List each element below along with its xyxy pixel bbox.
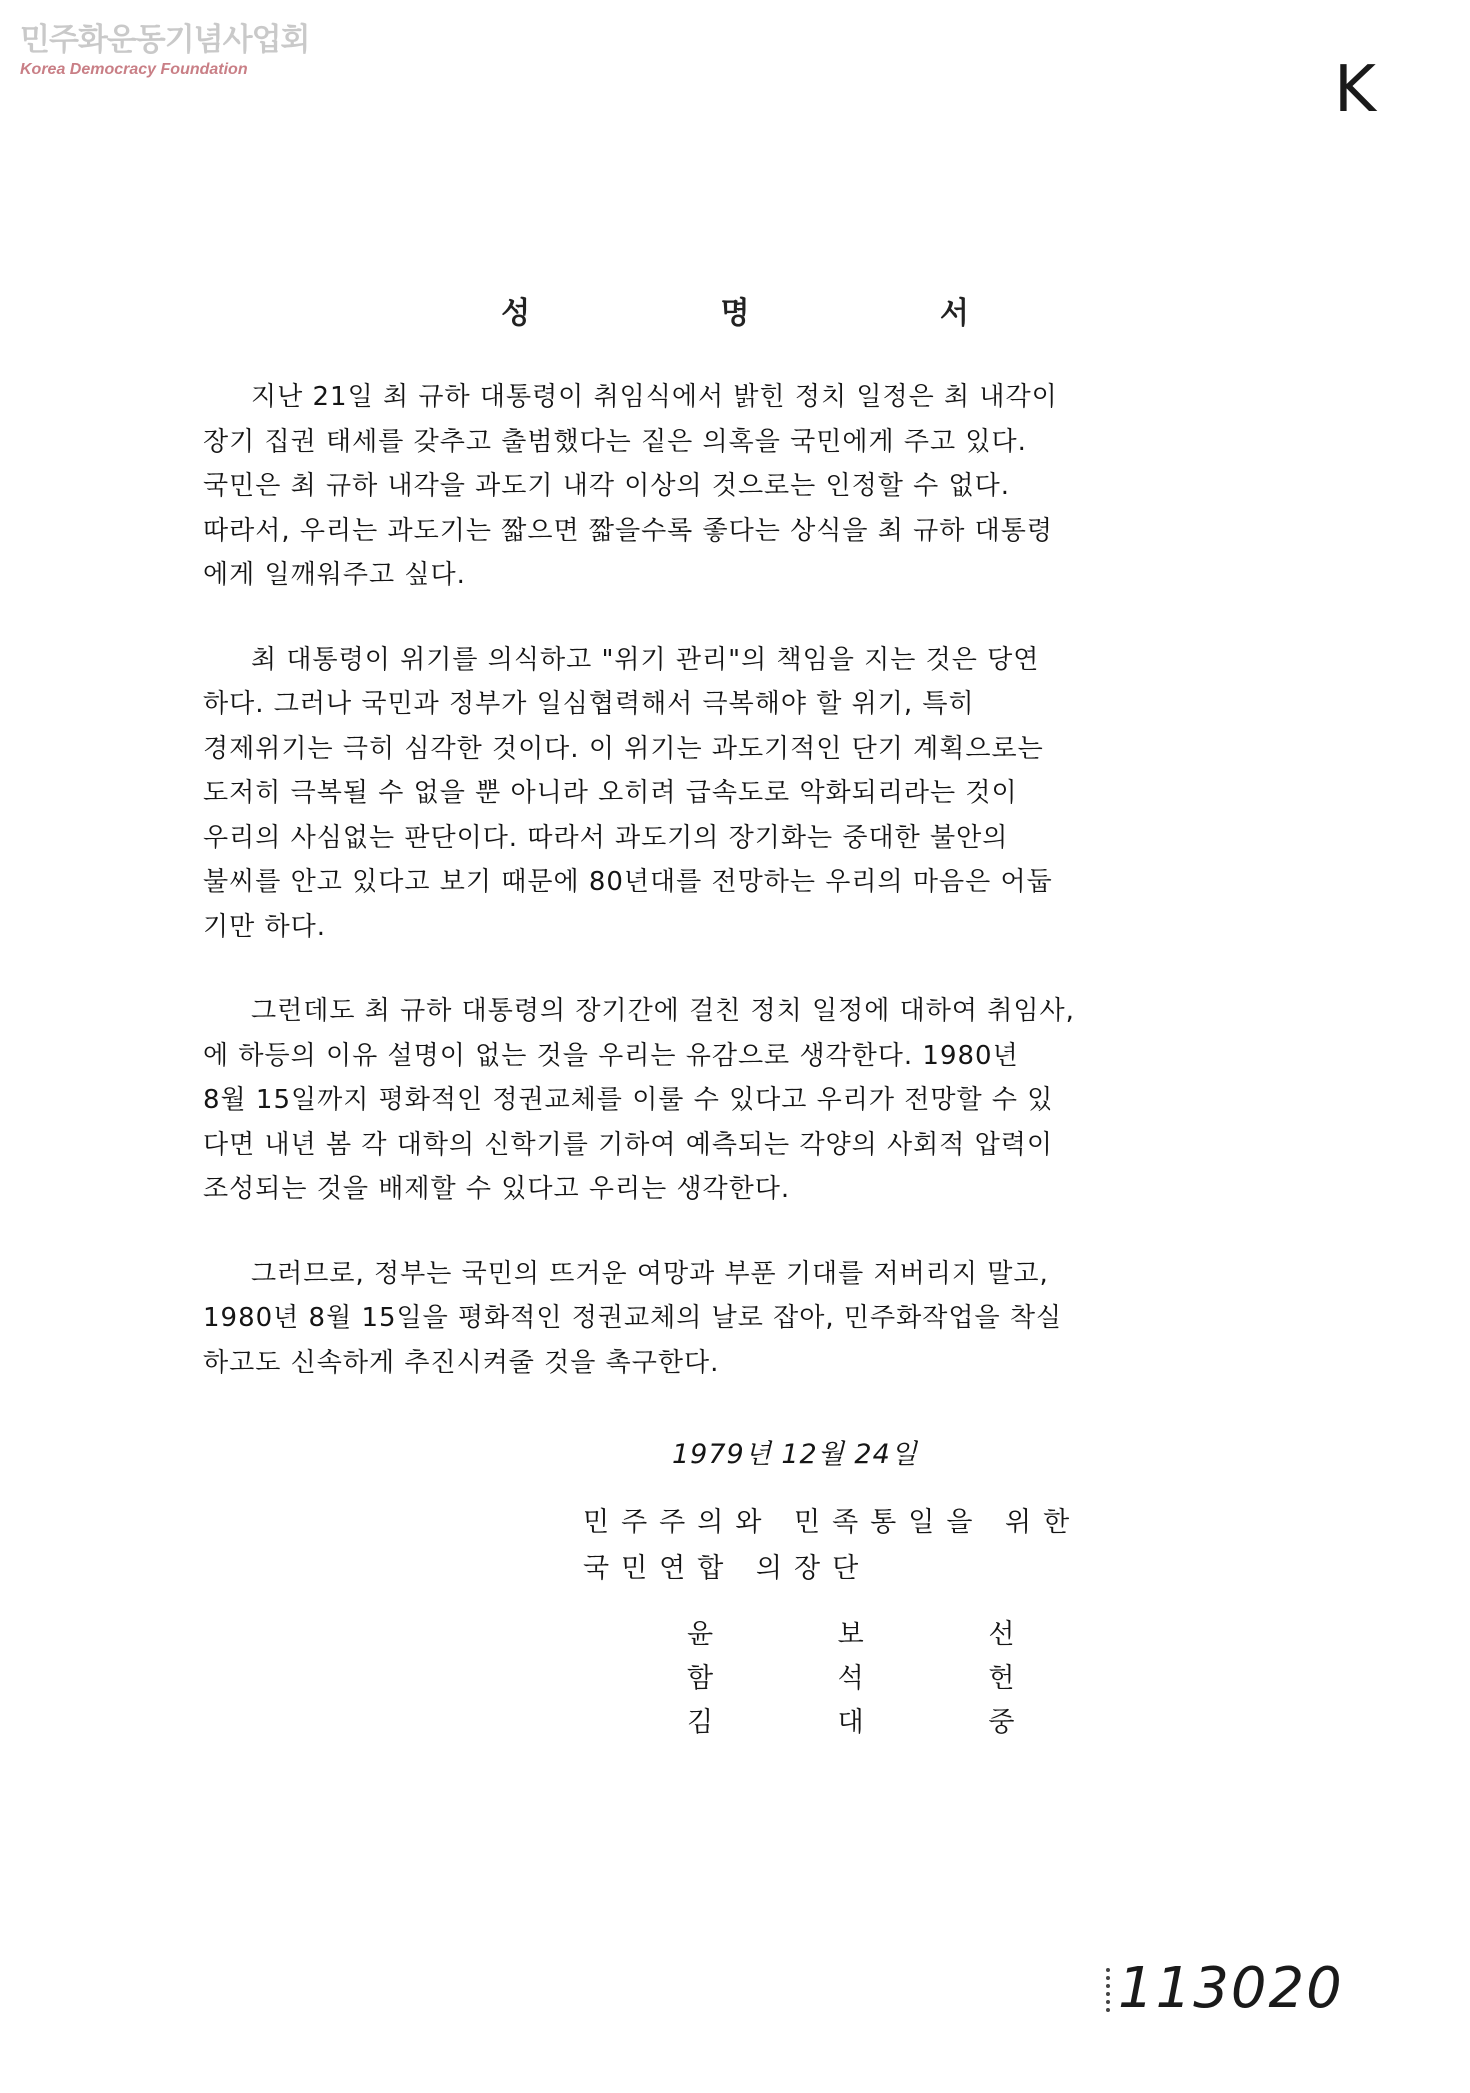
foundation-watermark — [20, 22, 309, 80]
signer-name: 김 대 중 — [687, 1707, 1073, 1738]
archive-number-dots — [1106, 1968, 1118, 2012]
paragraph-line: 에 하등의 이유 설명이 없는 것을 우리는 유감으로 생각한다. 1980년 — [203, 1040, 1019, 1071]
paragraph-1 — [203, 375, 1243, 598]
issuing-organization — [583, 1500, 1081, 1592]
organization-line: 국민연합 의장단 — [583, 1553, 871, 1584]
paragraph-line: 경제위기는 극히 심각한 것이다. 이 위기는 과도기적인 단기 계획으로는 — [203, 733, 1044, 764]
signer-name: 윤 보 선 — [687, 1619, 1073, 1650]
paragraph-line: 에게 일깨워주고 싶다. — [203, 560, 466, 590]
paragraph-line: 1980년 8월 15일을 평화적인 정권교체의 날로 잡아, 민주화작업을 착실 — [203, 1303, 1063, 1333]
statement-date: 1979년 12월 24일 — [672, 1439, 918, 1470]
statement-body — [203, 375, 1243, 1425]
paragraph-line: 그런데도 최 규하 대통령의 장기간에 걸친 정치 일정에 대하여 취임사, — [251, 996, 1075, 1026]
paragraph-3 — [203, 989, 1243, 1212]
paragraph-line: 기만 하다. — [203, 911, 326, 942]
paragraph-line: 하고도 신속하게 추진시켜줄 것을 촉구한다. — [203, 1347, 720, 1378]
paragraph-line: 우리의 사심없는 판단이다. 따라서 과도기의 장기화는 중대한 불안의 — [203, 822, 1009, 853]
paragraph-line: 하다. 그러나 국민과 정부가 일심협력해서 극복해야 할 위기, 특히 — [203, 689, 975, 719]
watermark-english: Korea Democracy Foundation — [20, 61, 248, 78]
paragraph-line: 도저히 극복될 수 없을 뿐 아니라 오히려 급속도로 악화되리라는 것이 — [203, 778, 1018, 808]
handwritten-archive-number: 113020 — [1118, 1956, 1344, 2021]
paragraph-2 — [203, 638, 1243, 950]
paragraph-line: 불씨를 안고 있다고 보기 때문에 80년대를 전망하는 우리의 마음은 어둡 — [203, 867, 1053, 897]
signers-list — [687, 1613, 1072, 1745]
signer-name: 함 석 헌 — [687, 1663, 1073, 1694]
paragraph-line: 지난 21일 최 규하 대통령이 취임식에서 밝힌 정치 일정은 최 내각이 — [251, 382, 1058, 412]
paragraph-line: 최 대통령이 위기를 의식하고 "위기 관리"의 책임을 지는 것은 당연 — [251, 644, 1040, 675]
paragraph-line: 따라서, 우리는 과도기는 짧으면 짧을수록 좋다는 상식을 최 규하 대통령 — [203, 515, 1054, 546]
paragraph-line: 그러므로, 정부는 국민의 뜨거운 여망과 부푼 기대를 저버리지 말고, — [251, 1258, 1049, 1289]
paragraph-line: 조성되는 것을 배제할 수 있다고 우리는 생각한다. — [203, 1174, 791, 1204]
organization-line: 민주주의와 민족통일을 위한 — [583, 1507, 1082, 1538]
paragraph-line: 다면 내년 봄 각 대학의 신학기를 기하여 예측되는 각양의 사회적 압력이 — [203, 1129, 1054, 1160]
paragraph-line: 국민은 최 규하 내각을 과도기 내각 이상의 것으로는 인정할 수 없다. — [203, 471, 1011, 501]
watermark-korean: 민주화운동기념사업회 — [20, 22, 310, 58]
paragraph-line: 8월 15일까지 평화적인 정권교체를 이룰 수 있다고 우리가 전망할 수 있 — [203, 1085, 1054, 1115]
document-title: 성 명 서 — [501, 296, 1059, 331]
handwritten-corner-mark: K — [1334, 53, 1376, 127]
paragraph-4 — [203, 1252, 1243, 1386]
paragraph-line: 장기 집권 태세를 갖추고 출범했다는 짙은 의혹을 국민에게 주고 있다. — [203, 426, 1027, 457]
